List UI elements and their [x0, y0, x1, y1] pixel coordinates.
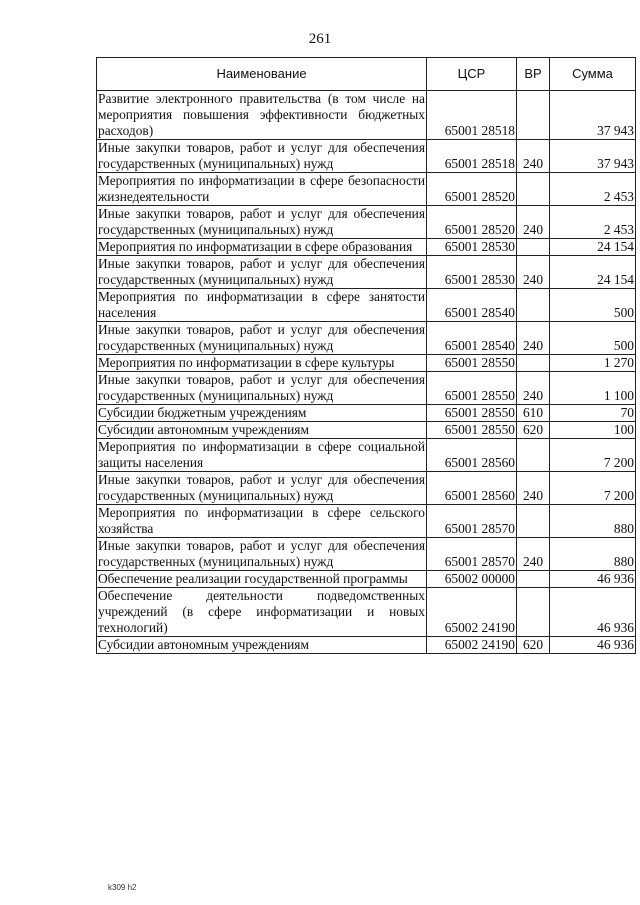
cell-csr: 65001 28520	[427, 173, 517, 206]
table-row	[97, 256, 636, 289]
table-row	[97, 637, 636, 654]
page-number: 261	[308, 31, 332, 47]
cell-csr: 65001 28550	[427, 405, 517, 422]
table-row	[97, 91, 636, 140]
cell-vr: 620	[517, 422, 550, 439]
cell-name: Мероприятия по информатизации в сфере безопасности жизнедеятельности	[98, 173, 425, 204]
cell-csr: 65001 28540	[427, 322, 517, 355]
cell-sum: 2 453	[550, 206, 636, 239]
cell-sum: 37 943	[550, 140, 636, 173]
cell-vr	[517, 588, 550, 637]
cell-sum: 24 154	[550, 256, 636, 289]
cell-vr	[517, 571, 550, 588]
table-row	[97, 173, 636, 206]
table-row	[97, 405, 636, 422]
cell-vr: 240	[517, 372, 550, 405]
cell-sum: 46 936	[550, 571, 636, 588]
table-header	[97, 58, 636, 91]
table-row	[97, 206, 636, 239]
cell-sum: 100	[550, 422, 636, 439]
cell-vr	[517, 355, 550, 372]
cell-name: Обеспечение деятельности подведомственных учреждений (в сфере информатизации и новых технологий)	[98, 588, 425, 635]
cell-name: Субсидии автономным учреждениям	[97, 637, 427, 654]
table-row	[97, 571, 636, 588]
cell-csr: 65002 00000	[427, 571, 517, 588]
cell-vr	[517, 91, 550, 140]
cell-sum: 500	[550, 322, 636, 355]
cell-name: Мероприятия по информатизации в сфере образования	[97, 239, 427, 256]
cell-vr	[517, 239, 550, 256]
cell-vr	[517, 289, 550, 322]
cell-name: Субсидии бюджетным учреждениям	[97, 405, 427, 422]
cell-name: Иные закупки товаров, работ и услуг для обеспечения государственных (муниципальных) нужд	[98, 538, 425, 569]
cell-name: Иные закупки товаров, работ и услуг для обеспечения государственных (муниципальных) нужд	[98, 472, 425, 503]
cell-csr: 65001 28530	[427, 256, 517, 289]
table-row	[97, 472, 636, 505]
cell-vr: 240	[517, 140, 550, 173]
table-row	[97, 422, 636, 439]
table-row	[97, 355, 636, 372]
cell-sum: 37 943	[550, 91, 636, 140]
cell-name: Развитие электронного правительства (в том числе на мероприятия повышения эффективности бюджетных расходов)	[98, 91, 425, 138]
cell-vr	[517, 505, 550, 538]
cell-sum: 2 453	[550, 173, 636, 206]
cell-vr	[517, 439, 550, 472]
cell-csr: 65001 28570	[427, 505, 517, 538]
cell-csr: 65002 24190	[427, 637, 517, 654]
header-row	[97, 58, 636, 91]
cell-name: Иные закупки товаров, работ и услуг для обеспечения государственных (муниципальных) нужд	[98, 372, 425, 403]
cell-csr: 65001 28570	[427, 538, 517, 571]
cell-vr: 240	[517, 472, 550, 505]
cell-name: Мероприятия по информатизации в сфере занятости населения	[98, 289, 425, 320]
cell-sum: 70	[550, 405, 636, 422]
header-csr: ЦСР	[427, 58, 517, 91]
cell-csr: 65001 28560	[427, 472, 517, 505]
cell-name: Мероприятия по информатизации в сфере сельского хозяйства	[98, 505, 425, 536]
header-name: Наименование	[97, 58, 427, 91]
cell-name: Субсидии автономным учреждениям	[97, 422, 427, 439]
cell-vr: 240	[517, 538, 550, 571]
cell-csr: 65001 28550	[427, 355, 517, 372]
cell-csr: 65001 28530	[427, 239, 517, 256]
cell-sum: 880	[550, 505, 636, 538]
cell-csr: 65001 28518	[427, 91, 517, 140]
cell-csr: 65002 24190	[427, 588, 517, 637]
header-vr: ВР	[517, 58, 550, 91]
cell-csr: 65001 28560	[427, 439, 517, 472]
cell-sum: 1 100	[550, 372, 636, 405]
footer-code: k309 h2	[108, 883, 137, 892]
cell-sum: 7 200	[550, 472, 636, 505]
cell-vr: 610	[517, 405, 550, 422]
cell-name: Иные закупки товаров, работ и услуг для обеспечения государственных (муниципальных) нужд	[98, 256, 425, 287]
table-row	[97, 372, 636, 405]
header-sum: Сумма	[550, 58, 636, 91]
table-row	[97, 239, 636, 256]
cell-csr: 65001 28518	[427, 140, 517, 173]
table-row	[97, 538, 636, 571]
cell-sum: 46 936	[550, 637, 636, 654]
table-row	[97, 439, 636, 472]
table-body	[97, 91, 636, 654]
cell-vr: 240	[517, 206, 550, 239]
cell-vr: 620	[517, 637, 550, 654]
cell-name: Иные закупки товаров, работ и услуг для обеспечения государственных (муниципальных) нужд	[98, 206, 425, 237]
cell-vr: 240	[517, 322, 550, 355]
cell-csr: 65001 28540	[427, 289, 517, 322]
cell-name: Обеспечение реализации государственной программы	[97, 571, 427, 588]
budget-table	[96, 57, 636, 654]
cell-sum: 1 270	[550, 355, 636, 372]
cell-sum: 500	[550, 289, 636, 322]
cell-name: Мероприятия по информатизации в сфере культуры	[97, 355, 427, 372]
cell-sum: 46 936	[550, 588, 636, 637]
table-row	[97, 588, 636, 637]
cell-vr: 240	[517, 256, 550, 289]
cell-sum: 880	[550, 538, 636, 571]
table-row	[97, 140, 636, 173]
cell-csr: 65001 28550	[427, 372, 517, 405]
table-row	[97, 322, 636, 355]
cell-sum: 7 200	[550, 439, 636, 472]
cell-name: Мероприятия по информатизации в сфере социальной защиты населения	[98, 439, 425, 470]
cell-sum: 24 154	[550, 239, 636, 256]
cell-name: Иные закупки товаров, работ и услуг для обеспечения государственных (муниципальных) нужд	[98, 322, 425, 353]
cell-vr	[517, 173, 550, 206]
table-row	[97, 289, 636, 322]
table-row	[97, 505, 636, 538]
cell-name: Иные закупки товаров, работ и услуг для обеспечения государственных (муниципальных) нужд	[98, 140, 425, 171]
cell-csr: 65001 28550	[427, 422, 517, 439]
cell-csr: 65001 28520	[427, 206, 517, 239]
